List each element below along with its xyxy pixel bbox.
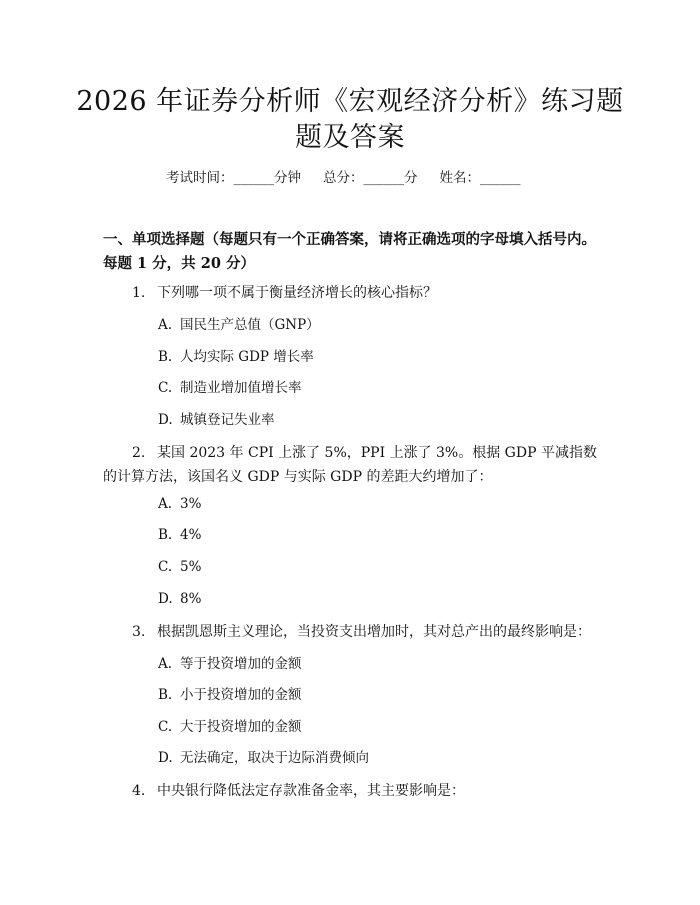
option-letter: B. bbox=[158, 527, 173, 543]
option-letter: B. bbox=[158, 349, 173, 365]
question-3 bbox=[103, 620, 601, 644]
option-letter: C. bbox=[158, 559, 173, 575]
option-letter: B. bbox=[158, 687, 173, 703]
question-4 bbox=[103, 779, 601, 803]
option-text: 人均实际 GDP 增长率 bbox=[180, 349, 314, 365]
option-text: 8% bbox=[180, 591, 202, 607]
option-letter: D. bbox=[158, 750, 173, 766]
name-label: 姓名： bbox=[439, 170, 480, 186]
question-text: 下列哪一项不属于衡量经济增长的核心指标？ bbox=[157, 285, 437, 301]
exam-meta-line bbox=[166, 168, 521, 188]
question-text: 中央银行降低法定存款准备金率，其主要影响是： bbox=[157, 783, 465, 799]
option-2b bbox=[158, 525, 201, 545]
option-letter: D. bbox=[158, 591, 173, 607]
option-2a bbox=[158, 494, 201, 514]
option-2d bbox=[158, 589, 201, 609]
question-number: 3. bbox=[132, 624, 146, 640]
option-text: 4% bbox=[180, 527, 202, 543]
score-label: 总分： bbox=[323, 170, 364, 186]
time-unit: 分钟 bbox=[274, 170, 301, 186]
option-text: 5% bbox=[180, 559, 202, 575]
option-letter: C. bbox=[158, 719, 173, 735]
option-letter: A. bbox=[158, 317, 173, 333]
question-number: 4. bbox=[132, 783, 146, 799]
option-letter: C. bbox=[158, 380, 173, 396]
option-letter: A. bbox=[158, 496, 173, 512]
page-title-continued: 题及答案 bbox=[295, 122, 405, 153]
option-2c bbox=[158, 557, 201, 577]
option-text: 城镇登记失业率 bbox=[180, 412, 275, 428]
option-3b bbox=[158, 685, 302, 705]
option-1c bbox=[158, 378, 302, 398]
option-text: 国民生产总值（GNP） bbox=[180, 317, 320, 333]
section-heading: 一、单项选择题（每题只有一个正确答案，请将正确选项的字母填入括号内。每题 1 分，共 20 分） bbox=[103, 231, 596, 272]
option-3c bbox=[158, 717, 302, 737]
name-blank: ______ bbox=[480, 170, 521, 186]
question-number: 1. bbox=[132, 285, 146, 301]
option-1d bbox=[158, 410, 275, 430]
score-unit: 分 bbox=[404, 170, 418, 186]
question-text: 某国 2023 年 CPI 上涨了 5%，PPI 上涨了 3%。根据 GDP 平减指数的计算方法，该国名义 GDP 与实际 GDP 的差距大约增加了： bbox=[103, 445, 597, 485]
page-title: 2026 年证券分析师《宏观经济分析》练习题 bbox=[76, 86, 624, 117]
option-3d bbox=[158, 748, 369, 768]
question-2 bbox=[103, 441, 601, 489]
time-label: 考试时间： bbox=[166, 170, 234, 186]
option-letter: A. bbox=[158, 656, 173, 672]
score-blank: ______ bbox=[363, 170, 404, 186]
option-text: 制造业增加值增长率 bbox=[180, 380, 302, 396]
question-number: 2. bbox=[132, 445, 146, 461]
question-text: 根据凯恩斯主义理论，当投资支出增加时，其对总产出的最终影响是： bbox=[157, 624, 591, 640]
option-1b bbox=[158, 347, 314, 367]
time-blank: ______ bbox=[233, 170, 274, 186]
option-text: 大于投资增加的金额 bbox=[180, 719, 302, 735]
option-3a bbox=[158, 654, 302, 674]
option-text: 小于投资增加的金额 bbox=[180, 687, 302, 703]
option-1a bbox=[158, 315, 320, 335]
option-text: 3% bbox=[180, 496, 202, 512]
option-text: 等于投资增加的金额 bbox=[180, 656, 302, 672]
option-letter: D. bbox=[158, 412, 173, 428]
question-1 bbox=[103, 281, 601, 305]
option-text: 无法确定，取决于边际消费倾向 bbox=[180, 750, 369, 766]
